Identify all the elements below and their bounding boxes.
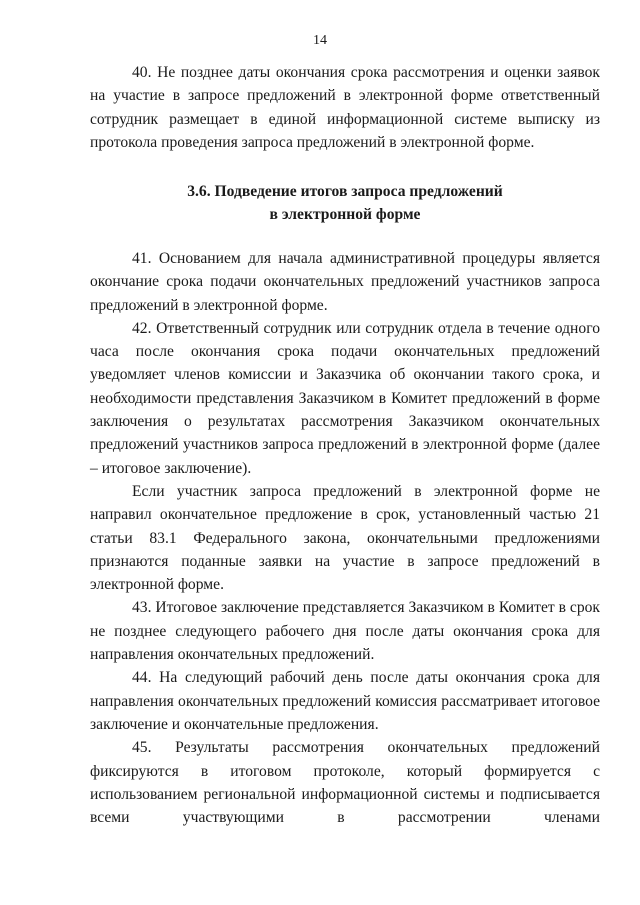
paragraph-41: 41. Основанием для начала административной процедуры является окончание срока подачи окончательных предложений участников запроса предложений в электронной форме. <box>90 250 600 314</box>
page-number: 14 <box>313 33 327 48</box>
paragraph-42-continuation: Если участник запроса предложений в электронной форме не направил окончательное предложение в срок, установленный частью 21 статьи 83.1 Федерального закона, окончательными предложениями признаются поданные заявки на участие в запросе предложений в электронной форме. <box>90 482 600 594</box>
paragraph-42: 42. Ответственный сотрудник или сотрудник отдела в течение одного часа после окончания срока подачи окончательных предложений уведомляет членов комиссии и Заказчика об окончании такого срока, и необходимости представления Заказчиком в Комитет предложений в форме заключения о результатах рассмотрения Заказчиком окончательных предложений участников запроса предложений в электронной форме (далее – итоговое заключение). <box>90 319 600 477</box>
section-heading-line-2: в электронной форме <box>269 206 421 223</box>
section-body <box>90 247 600 829</box>
paragraph-44: 44. На следующий рабочий день после даты окончания срока для направления окончательных предложений комиссия рассматривает итоговое заключение и окончательные предложения. <box>90 669 600 733</box>
paragraph-40: 40. Не позднее даты окончания срока рассмотрения и оценки заявок на участие в запросе предложений в электронной форме ответственный сотрудник размещает в единой информационной системе выписку из протокола проведения запроса предложений в электронной форме. <box>90 64 600 151</box>
paragraph-40-block <box>90 61 600 154</box>
section-heading-line-1: 3.6. Подведение итогов запроса предложений <box>187 183 503 200</box>
paragraph-43: 43. Итоговое заключение представляется Заказчиком в Комитет в срок не позднее следующего рабочего дня после даты окончания срока для направления окончательных предложений. <box>90 599 600 664</box>
section-heading <box>90 180 600 226</box>
paragraph-45: 45. Результаты рассмотрения окончательных предложений фиксируются в итоговом протоколе, который формируется с использованием региональной информационной системы и подписывается всеми участвующими в рассмотрении членами <box>90 739 600 827</box>
